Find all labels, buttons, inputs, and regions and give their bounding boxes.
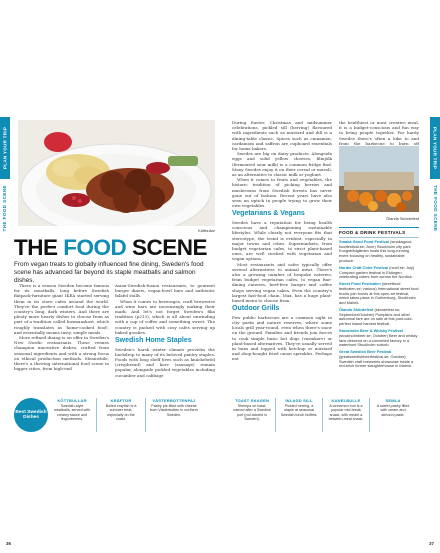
festival-photo <box>339 146 419 212</box>
divider <box>322 398 323 432</box>
meatballs-illustration <box>18 120 215 226</box>
page-title <box>14 237 207 259</box>
festival-name: Stockholm Beer & Whisky Festival <box>339 328 403 334</box>
plan-your-trip-tab: PLAN YOUR TRIP <box>430 117 440 179</box>
festivals-box <box>339 227 419 371</box>
dish-item <box>233 398 271 422</box>
paragraph: the healthiest or most creative meal, it is a budget-conscious and fun way to bring people together. For hardy Swedes there's often a hike to and from the barbecue to burn off <box>339 120 419 146</box>
title-the: THE <box>14 235 64 260</box>
festivals-title: FOOD & DRINK FESTIVALS <box>339 227 419 238</box>
dish-description: Boiled crayfish is a summer treat, especially on the coast. <box>105 404 137 422</box>
paragraph: There is a reason Sweden become famous for its meatballs, long before Swedish flatpack-furniture giant IKEA started serving them in its store cafes around the world. They're the perfect comfort food during the country's long, dark winters. And there are plenty more hearty dishes to choose from as part of a tradition called husmanskost, which roughly translates as 'home-cooked food', and essentially means tasty, simple meals. <box>14 283 109 335</box>
title-food: FOOD <box>63 235 127 260</box>
left-column-2 <box>115 283 215 378</box>
dish-name: INLAGD SILL <box>285 398 313 403</box>
festival-item <box>339 282 419 306</box>
paragraph: When it comes to beverages, craft breweries and wine bars are increasingly making their mark. And let's not forget Sweden's fika tradition (p213), which is all about unwinding with a cup of coffee and something sweet. The country is packed with cosy cafes serving up baked goodies. <box>115 298 215 335</box>
dish-name: VÄSTERBOTTENPAJ <box>152 398 196 403</box>
dish-description: A cinnamon bun is a popular mid-break snack, with meant a between-meal snack. <box>328 404 364 422</box>
festival-text: (streetfood festivalen.se; various) International street food trucks join forces at this open-air festival, which takes place in Gothenburg, Stockholm and Malmö. <box>339 281 419 306</box>
festival-name: Great Swedish Beer Festival <box>339 349 392 355</box>
paragraph: Sweden's harsh winter climate provides the backdrop to many of its beloved pantry staples. Foods with long shelf lives such as knäckebröd (crispbread) and korv (sausage) remain popular, alongside pickled vegetables including cucumber and cabbage <box>115 346 215 378</box>
section-heading: Vegetarians & Vegans <box>232 210 305 218</box>
festival-item <box>339 350 419 369</box>
paragraph: Swedes are big on dairy products. Alongside eggs and solid yellow cheeses, filmjölk (fermented sour milk) is a common fridge find. Many Swedes enjoy it on their cereal or muesli, as an alternative to classic milk or yoghurt. <box>232 151 332 178</box>
festival-text: (skordefest.nu; September/October) Pumpkins and other autumnal fare are on sale at this post-cold-perfect island harvest festival. <box>339 307 413 327</box>
dish-name: KRÄFTOR <box>110 398 132 403</box>
paragraph: Most restaurants and cafes typically offer several alternatives to animal meat. There's also a growing number of bespoke eateries, from budget vegetarian cafes, to vegan fine-dining eateries, beef-free burger and coffee shops serving vegan cakes. Even the country's largest fast-food chain, Max, has a huge plant-based menu to choose from. <box>232 261 332 303</box>
page-subtitle: From vegan treats to globally influenced fine dining, Sweden's food scene has advanced far beyond its staple meatballs and salmon dishes. <box>14 261 204 284</box>
festival-name: Smaka Good Food Festival <box>339 239 389 244</box>
section-heading: Outdoor Grills <box>232 305 280 313</box>
section-side-label: THE FOOD SCENE <box>433 185 438 232</box>
dish-name: KÖTTBULLAR <box>57 398 87 403</box>
section-heading: Swedish Home Staples <box>115 337 192 345</box>
dish-name: SEMLA <box>385 398 401 403</box>
festival-item <box>339 240 419 264</box>
festival-text: (ncctf.se; July) Compact garden festival in Ekängen, celebrating ciders from across the Nordics. <box>339 264 415 280</box>
left-column-1 <box>14 283 109 371</box>
dish-description: Pickled herring, a staple at seasonal Swedish lunch buffets. <box>280 404 318 417</box>
paragraph: Asian-Swedish-fusion restaurants, to gourmet burger diners, vegan-bowl bars and authentic falafel stalls. <box>115 283 215 299</box>
paragraph: Swedes have a reputation for being health conscious and championing sustainable lifestyles. While clearly not everyone fits that stereotype, the trend is evident, especially in major towns and cities. Supermarkets, from budget vegetarian cafes, to strict plant-based ones, are well stocked with vegetarian and vegan options. <box>232 219 332 262</box>
festival-name: Nordic Craft Cider Festival <box>339 264 389 270</box>
dish-item <box>150 398 198 417</box>
dish-name: TOAST SKAGEN <box>234 398 270 403</box>
divider <box>275 398 276 432</box>
dish-item <box>102 398 140 422</box>
divider <box>96 398 97 432</box>
dish-description: Swedish-style meatballs, served with creamy sauce and lingonberries. <box>53 404 91 422</box>
title-scene: SCENE <box>126 235 208 260</box>
festival-name: Street Food Festivalen <box>339 281 381 287</box>
page-number: 36 <box>6 541 12 546</box>
divider <box>145 398 146 432</box>
dish-item <box>374 398 412 417</box>
divider <box>369 398 370 432</box>
section-side-label: THE FOOD SCENE <box>2 185 7 232</box>
page-number: 37 <box>428 541 434 546</box>
festival-text: (greatswedishbeerfestival.se; October) Swedish craft breweries showcase inside a red-brick former slaughterhouse in Malmö. <box>339 353 414 369</box>
festival-item <box>339 308 419 327</box>
paragraph: Few public barbecues are a common sight in city parks and nature reserves, where some locals grill year-round, even when there's snow on the ground. Families and friends join forces to cook simple basic hot dogs (varmkorv) or plant-based alternatives. They're usually served in buns and topped with ketchup or mustard and shop-bought fried onion sprinkles. Perhaps not <box>232 314 332 362</box>
dish-item <box>327 398 365 422</box>
best-dishes-badge: Best Swedish Dishes <box>14 398 48 432</box>
dish-name: KANELBULLE <box>331 398 361 403</box>
paragraph: During Easter, Christmas and midsummer celebrations, pickled sill (herring) flavoured with ingredients such as mustard and dill is a dining-table classic. Spices such as cinnamon, cardamom and saffron are cupboard essentials for home bakers. <box>232 120 332 152</box>
dish-description: A sweet pastry filled with cream and almond paste. <box>376 404 410 417</box>
festival-name: Ölands Skördefest <box>339 307 374 313</box>
paragraph: More refined dining is on offer in Sweden's New Nordic restaurants. These venues champion innovative dishes, crafted from seasonal ingredients and with a strong focus on ethical production methods. Meanwhile, there's a thriving international food scene in bigger cities, from high-end <box>14 335 109 372</box>
harvest-festival-illustration <box>339 146 419 212</box>
festival-text: (smakagood foodfestival.se; June) Stockholm city park Kungsträdgården hosts this long-running event focusing on healthy, sustainable produce. <box>339 239 412 263</box>
meatballs-photo <box>18 120 215 226</box>
photo-caption: Köttbullar <box>198 228 215 233</box>
dish-description: Shrimps on toast, named after a Swedish port (not adored in Sweden). <box>233 404 271 422</box>
plan-your-trip-tab: PLAN YOUR TRIP <box>0 117 10 179</box>
festival-text: (stockholmbeer.se; October) Beer and whisky fans descend on a converted factory in a waterfront Stockholm suburb. <box>339 332 418 348</box>
dish-item <box>280 398 318 417</box>
paragraph: When it comes to fruits and vegetables, the historic tradition of picking berries and mushrooms from Swedish forests has never gone out of fashion. Recent years have also seen an uptick in people trying to grow their own vegetables. <box>232 177 332 209</box>
festival-photo-caption: Ölands Skördefest <box>386 216 419 221</box>
right-column-1 <box>232 120 332 362</box>
dish-item <box>53 398 91 422</box>
festival-item <box>339 266 419 280</box>
dish-description: Pastry pie filled with cheese from Västerbotten in northern Sweden. <box>150 404 198 417</box>
festival-item <box>339 329 419 348</box>
